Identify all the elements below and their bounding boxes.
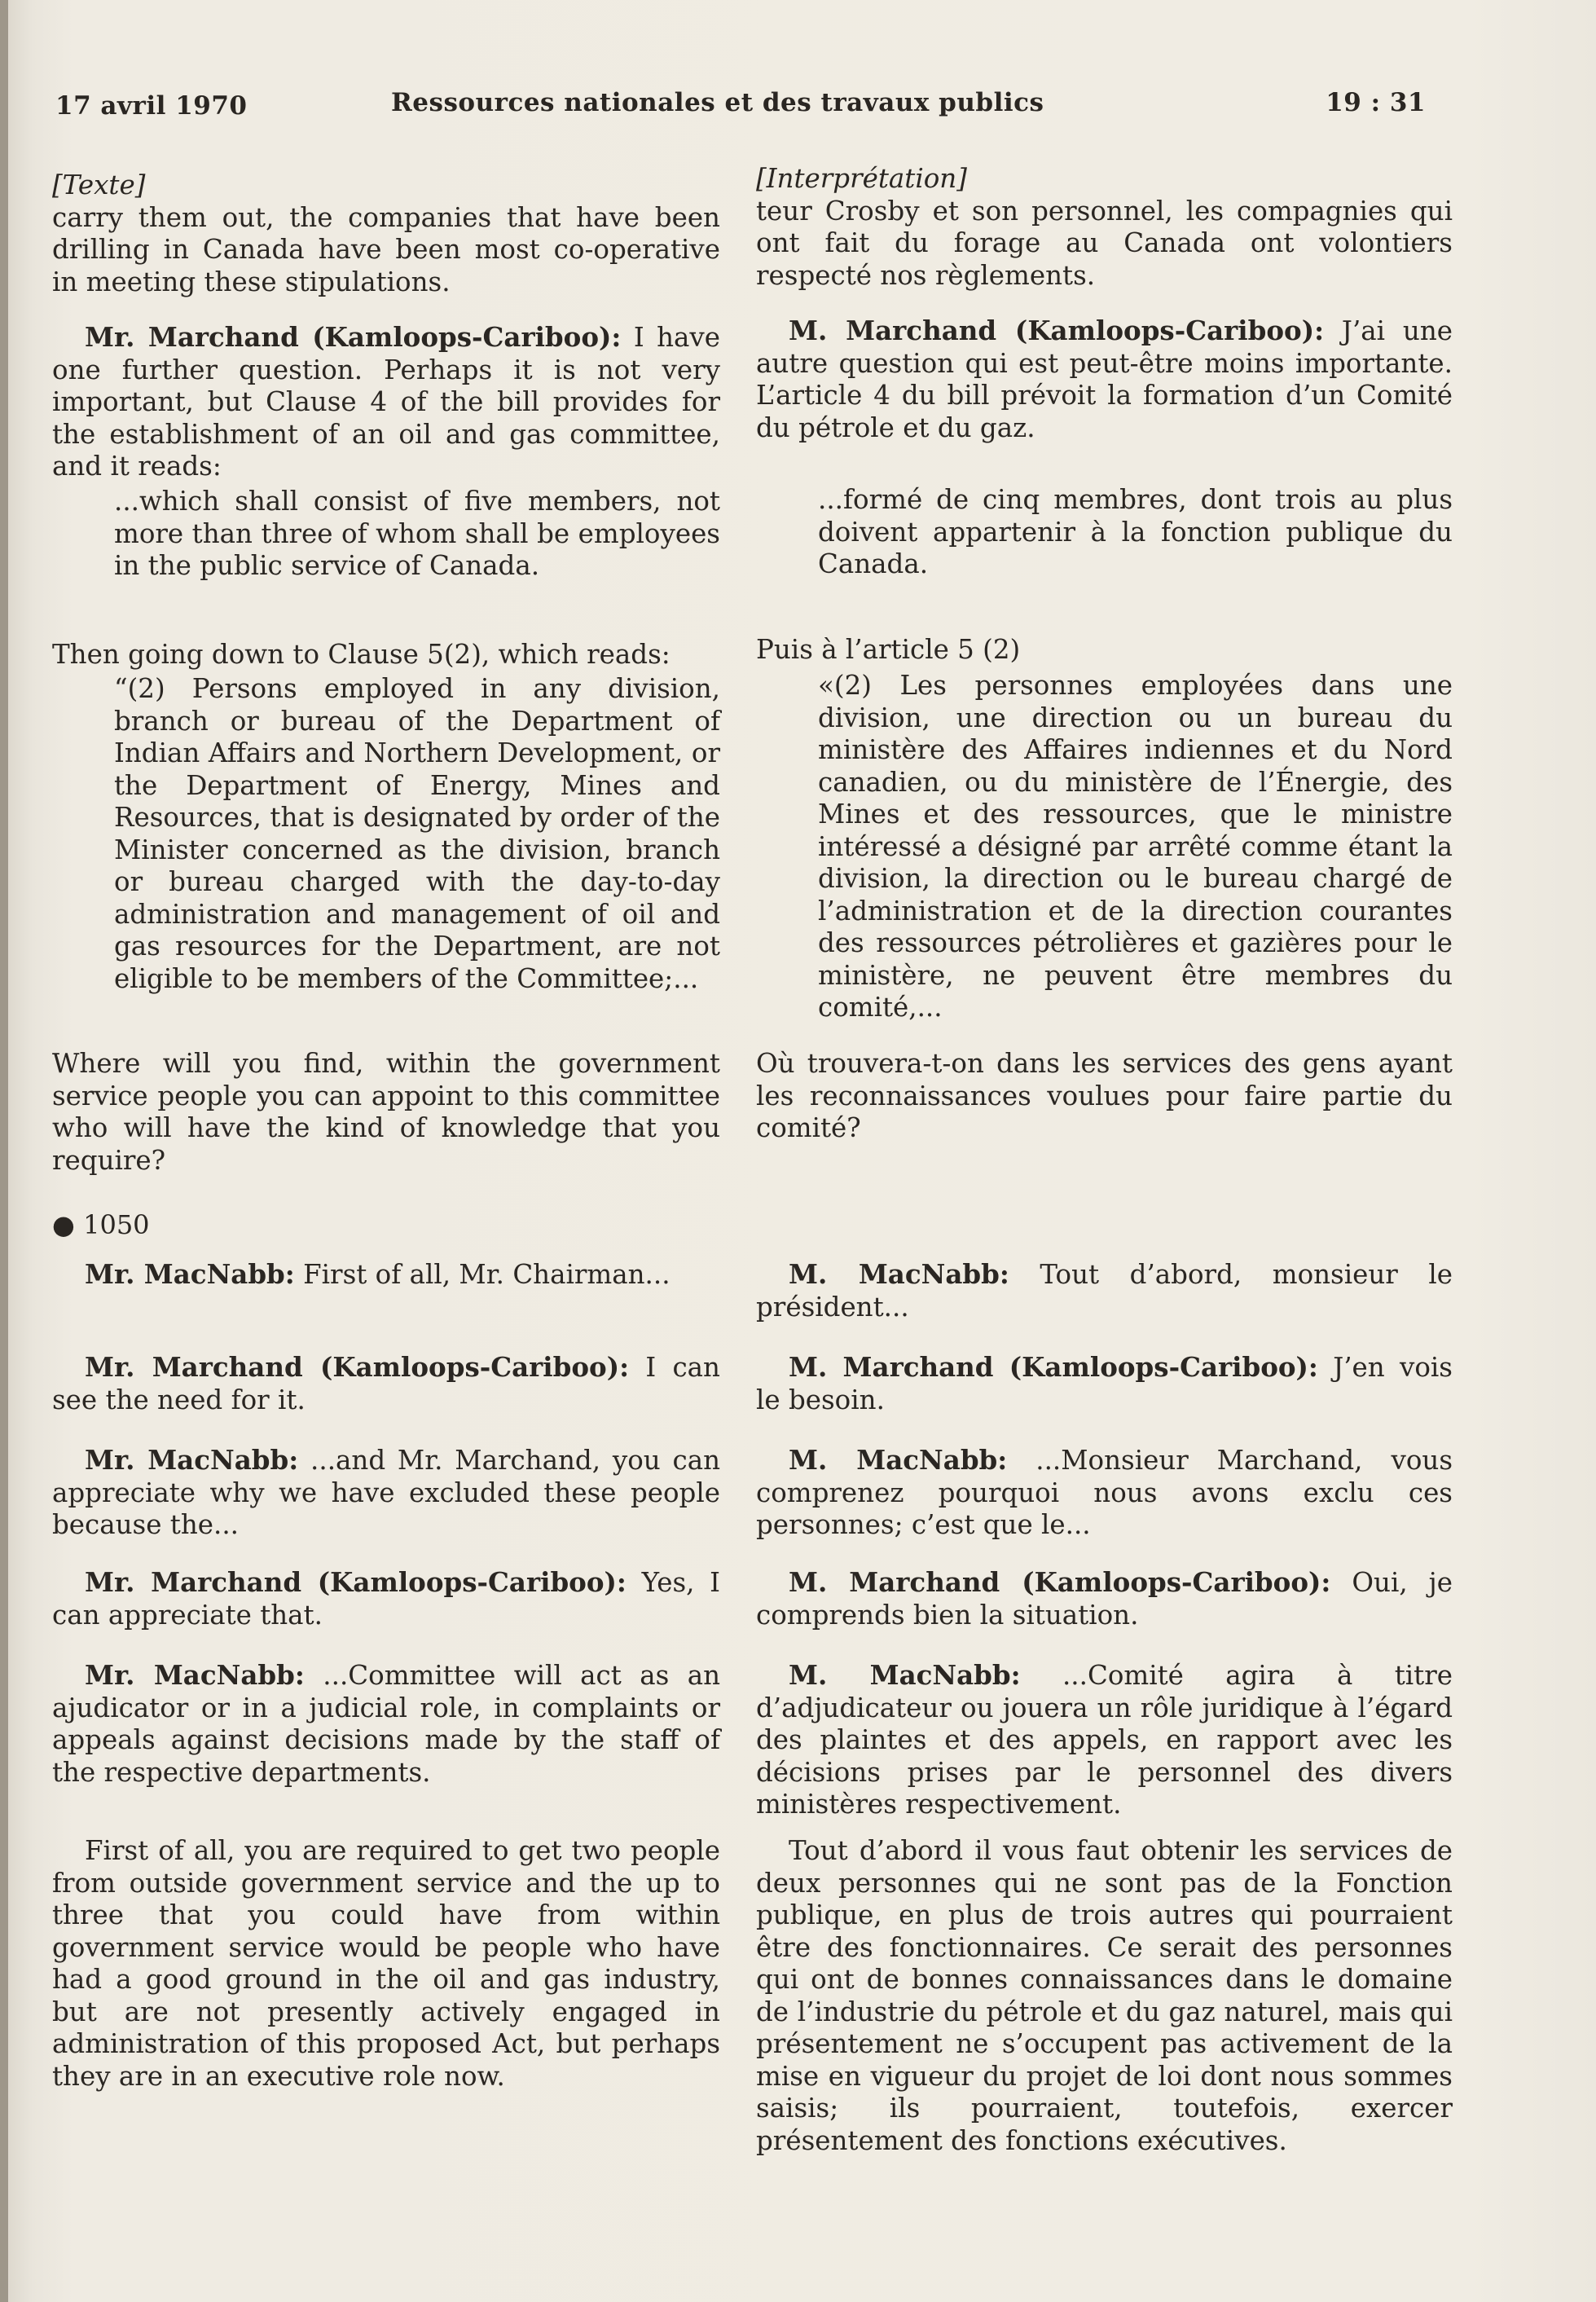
speech-text: ...Comité agira à titre d’adjudicateur ou jouera un rôle juridique à l’égard des plaintes et des appels, en rapport avec les décisions prises par le personnel des divers ministères respectivement. <box>756 1660 1453 1820</box>
speech-text: J’ai une autre question qui est peut-être moins importante. L’article 4 du bill prévoit la formation d’un Comité du pétrole et du gaz. <box>756 315 1453 443</box>
paragraph: Where will you find, within the government service people you can appoint to this committee who will have the kind of knowledge that you require? <box>52 1048 720 1176</box>
paragraph: Tout d’abord il vous faut obtenir les services de deux personnes qui ne sont pas de la Fonction publique, en plus de trois autres qui pourraient être des fonctionnaires. Ce serait des personnes qui ont de bonnes connaissances dans le domaine de l’industrie du pétrole et du gaz naturel, mais qui présentement ne s’occupent pas activement de la mise en vigueur du projet de loi dont nous sommes saisis; ils pourraient, toutefois, exercer présentement des fonctions exécutives. <box>756 1835 1453 2156</box>
quotation: ...formé de cinq membres, dont trois au plus doivent appartenir à la fonction publique du Canada. <box>818 484 1453 579</box>
speech-paragraph <box>52 321 720 483</box>
speech-paragraph <box>756 315 1453 444</box>
speech-paragraph <box>756 1258 1453 1323</box>
speech-text: Yes, I can appreciate that. <box>52 1567 720 1631</box>
speaker-name: Mr. Marchand (Kamloops-Cariboo): <box>85 321 622 353</box>
speech-text: Oui, je comprends bien la situation. <box>756 1567 1453 1631</box>
paragraph: Où trouvera-t-on dans les services des gens ayant les reconnaissances voulues pour faire partie du comité? <box>756 1048 1453 1143</box>
text-tag: [Texte] <box>52 169 146 200</box>
speaker-name: Mr. MacNabb: <box>85 1659 305 1691</box>
header-page-number: 19 : 31 <box>1326 88 1426 117</box>
speech-text: ...Committee will act as an ajudicator or in a judicial role, in complaints or appeals against decisions made by the staff of the respective departments. <box>52 1660 721 1788</box>
quotation: ...which shall consist of five members, not more than three of whom shall be employees in the public service of Canada. <box>114 486 720 581</box>
paragraph: First of all, you are required to get two people from outside government service and the up to three that you could have from within government service would be people who have had a good ground in the oil and gas industry, but are not presently actively engaged in administration of this proposed Act, but perhaps they are in an executive role now. <box>52 1835 720 2092</box>
speech-text: Tout d’abord, monsieur le président... <box>756 1259 1453 1323</box>
page-header <box>55 85 1426 124</box>
quotation: «(2) Les personnes employées dans une division, une direction ou un bureau du ministère des Affaires indiennes et du Nord canadien, ou du ministère de l’Énergie, des Mines et des ressources, que le ministre intéressé a désigné par arrêté comme étant la division, la direction ou le bureau chargé de l’administration et de la direction courantes des ressources pétrolières et gazières pour le ministère, ne peuvent être membres du comité,... <box>818 670 1453 1023</box>
speech-text: ...Monsieur Marchand, vous comprenez pourquoi nous avons exclu ces personnes; c’est que le... <box>756 1445 1453 1540</box>
speaker-name: Mr. MacNabb: <box>85 1444 299 1476</box>
speaker-name: M. MacNabb: <box>789 1444 1008 1476</box>
speaker-name: M. MacNabb: <box>789 1659 1021 1691</box>
quotation: “(2) Persons employed in any division, branch or bureau of the Department of Indian Affairs and Northern Development, or the Department of Energy, Mines and Resources, that is designated by order of the Minister concerned as the division, branch or bureau charged with the day-to-day administration and management of oil and gas resources for the Department, are not eligible to be members of the Committee;... <box>114 673 720 994</box>
speaker-name: Mr. Marchand (Kamloops-Cariboo): <box>85 1351 630 1383</box>
header-title: Ressources nationales et des travaux publics <box>391 88 1044 117</box>
paragraph: carry them out, the companies that have been drilling in Canada have been most co-operative in meeting these stipulations. <box>52 201 720 297</box>
speech-text: First of all, Mr. Chairman... <box>294 1259 670 1290</box>
speech-paragraph <box>52 1659 720 1789</box>
english-column <box>52 163 720 2249</box>
speech-paragraph <box>756 1351 1453 1416</box>
speaker-name: M. Marchand (Kamloops-Cariboo): <box>789 1566 1331 1598</box>
timestamp-marker: ● 1050 <box>52 1209 150 1240</box>
paragraph: teur Crosby et son personnel, les compagnies qui ont fait du forage au Canada ont volontiers respecté nos règlements. <box>756 195 1453 291</box>
paragraph: Then going down to Clause 5(2), which reads: <box>52 639 670 670</box>
speaker-name: Mr. MacNabb: <box>85 1258 295 1290</box>
paragraph: Puis à l’article 5 (2) <box>756 634 1021 665</box>
page-binding-edge <box>0 0 8 2302</box>
french-column <box>756 163 1453 2249</box>
speaker-name: Mr. Marchand (Kamloops-Cariboo): <box>85 1566 627 1598</box>
speech-paragraph <box>52 1258 720 1292</box>
speech-text: I can see the need for it. <box>52 1352 720 1415</box>
speech-paragraph <box>52 1444 720 1542</box>
speech-text: ...and Mr. Marchand, you can appreciate why we have excluded these people because the... <box>52 1445 721 1540</box>
speech-paragraph <box>52 1351 720 1416</box>
header-date: 17 avril 1970 <box>55 91 248 121</box>
speaker-name: M. Marchand (Kamloops-Cariboo): <box>789 315 1325 346</box>
speech-paragraph <box>756 1566 1453 1631</box>
speech-paragraph <box>756 1444 1453 1542</box>
speech-paragraph <box>52 1566 720 1631</box>
interpretation-tag: [Interprétation] <box>756 163 967 194</box>
speech-text: I have one further question. Perhaps it is not very important, but Clause 4 of the bill provides for the establishment of an oil and gas committee, and it reads: <box>52 322 720 482</box>
speaker-name: M. Marchand (Kamloops-Cariboo): <box>789 1351 1318 1383</box>
speech-text: J’en vois le besoin. <box>756 1352 1453 1415</box>
speaker-name: M. MacNabb: <box>789 1258 1009 1290</box>
speech-paragraph <box>756 1659 1453 1821</box>
